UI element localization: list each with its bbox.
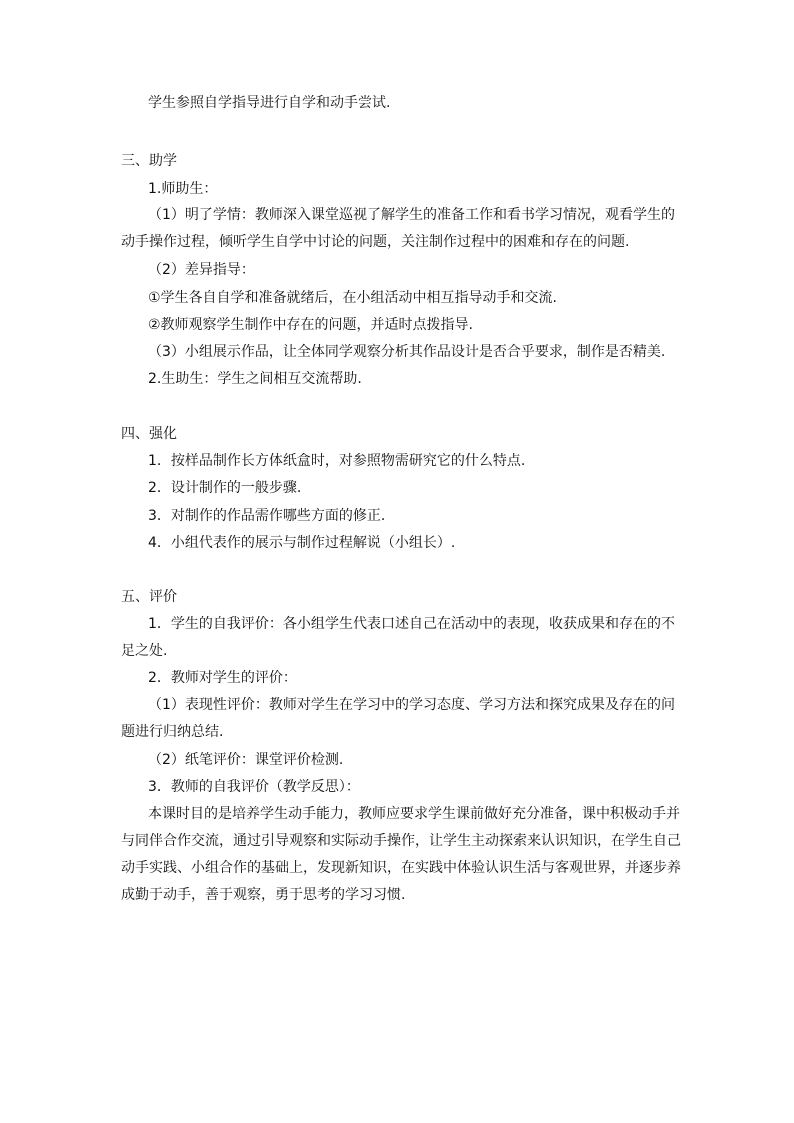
list-item-teacher-help: 1.师助生： [148,181,218,197]
list-item: 3．教师的自我评价（教学反思）： [148,779,360,795]
list-item: 4．小组代表作的展示与制作过程解说（小组长）. [148,535,456,551]
list-item: 3．对制作的作品需作哪些方面的修正. [148,508,386,524]
paragraph-line: 成勤于动手，善于观察，勇于思考的学习习惯. [121,887,406,903]
paragraph-line: 1．学生的自我评价：各小组学生代表口述自己在活动中的表现，收获成果和存在的不 [148,616,675,632]
list-item: 2．设计制作的一般步骤. [148,480,302,496]
section-heading-evaluation: 五、评价 [121,589,177,605]
paragraph-line: 题进行归纳总结. [121,724,224,740]
paragraph-line: 动手实践、小组合作的基础上，发现新知识，在实践中体验认识生活与客观世界，并逐步养 [121,860,681,876]
section-heading-reinforce: 四、强化 [121,426,177,442]
section-heading-assist: 三、助学 [121,153,177,169]
list-item-difference-guidance: （2）差异指导： [148,262,255,278]
paragraph-line: （1）表现性评价：教师对学生在学习中的学习态度、学习方法和探究成果及存在的问 [148,697,675,713]
list-item-student-help: 2.生助生：学生之间相互交流帮助. [148,371,362,387]
list-item: ①学生各自自学和准备就绪后，在小组活动中相互指导动手和交流. [148,290,557,306]
list-item: （2）纸笔评价：课堂评价检测. [148,752,344,768]
paragraph-self-study: 学生参照自学指导进行自学和动手尝试. [148,95,391,111]
list-item: （3）小组展示作品，让全体同学观察分析其作品设计是否合乎要求，制作是否精美. [148,344,666,360]
paragraph-line: 足之处. [121,643,168,659]
list-item: 2．教师对学生的评价： [148,670,297,686]
paragraph-line: 本课时目的是培养学生动手能力，教师应要求学生课前做好充分准备，课中积极动手并 [148,806,680,822]
paragraph-line: 动手操作过程，倾听学生自学中讨论的问题，关注制作过程中的困难和存在的问题. [121,234,630,250]
list-item: 1．按样品制作长方体纸盒时，对参照物需研究它的什么特点. [148,453,526,469]
paragraph-line: 与同伴合作交流，通过引导观察和实际动手操作，让学生主动探索来认识知识，在学生自己 [121,833,681,849]
paragraph-line: （1）明了学情：教师深入课堂巡视了解学生的准备工作和看书学习情况，观看学生的 [148,207,675,223]
list-item: ②教师观察学生制作中存在的问题，并适时点拨指导. [148,317,473,333]
